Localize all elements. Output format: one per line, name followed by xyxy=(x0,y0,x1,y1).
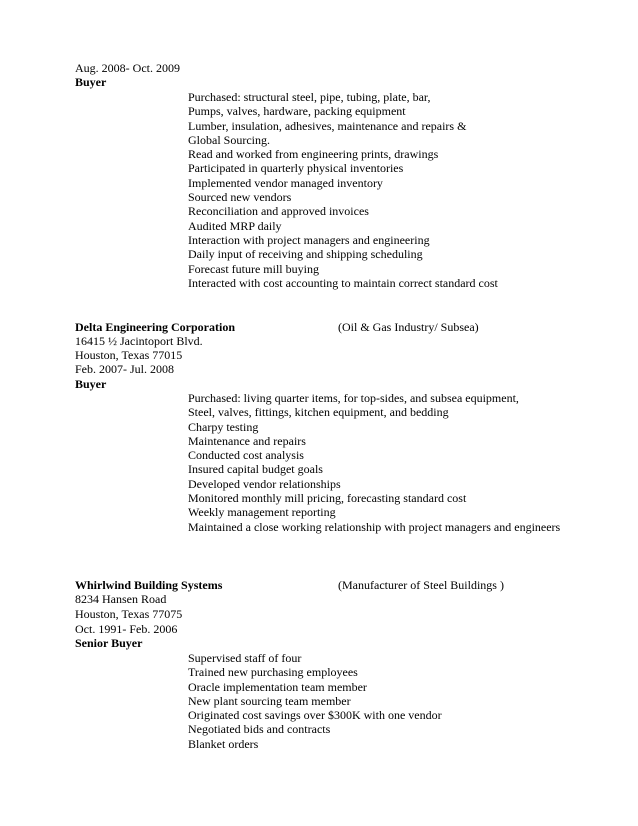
job2-duty: Conducted cost analysis xyxy=(188,448,304,463)
job2-dates: Feb. 2007- Jul. 2008 xyxy=(75,362,174,376)
job1-duty: Sourced new vendors xyxy=(188,190,292,205)
job1-dates: Aug. 2008- Oct. 2009 xyxy=(75,61,180,75)
job2-company: Delta Engineering Corporation xyxy=(75,320,235,334)
job3-duty: Negotiated bids and contracts xyxy=(188,722,331,737)
job1-duty: Lumber, insulation, adhesives, maintenance and repairs & xyxy=(188,118,467,133)
job3-duty: Oracle implementation team member xyxy=(188,679,367,694)
job1-duty: Participated in quarterly physical inventories xyxy=(188,161,404,176)
job2-duty: Steel, valves, fittings, kitchen equipment, and bedding xyxy=(188,405,449,420)
job3-industry: (Manufacturer of Steel Buildings ) xyxy=(338,578,504,592)
job1-duty: Reconciliation and approved invoices xyxy=(188,204,369,219)
job1-duty: Interacted with cost accounting to maintain correct standard cost xyxy=(188,275,498,290)
job1-duty: Global Sourcing. xyxy=(188,132,270,147)
job2-duty: Insured capital budget goals xyxy=(188,462,323,477)
job2-address-city: Houston, Texas 77015 xyxy=(75,348,183,362)
job2-duty: Charpy testing xyxy=(188,419,259,434)
job3-duty: Trained new purchasing employees xyxy=(188,665,358,680)
job2-duty: Developed vendor relationships xyxy=(188,476,341,491)
job2-address-street: 16415 ½ Jacintoport Blvd. xyxy=(75,334,203,348)
job1-duty: Daily input of receiving and shipping scheduling xyxy=(188,247,423,262)
job3-duty: Originated cost savings over $300K with one vendor xyxy=(188,708,442,723)
job1-duty-list xyxy=(188,90,498,290)
job2-duty: Maintenance and repairs xyxy=(188,433,306,448)
job2-industry: (Oil & Gas Industry/ Subsea) xyxy=(338,320,479,334)
job3-duty: Blanket orders xyxy=(188,736,259,751)
job1-duty: Interaction with project managers and engineering xyxy=(188,232,430,247)
job3-company: Whirlwind Building Systems xyxy=(75,578,223,592)
job2-duty: Purchased: living quarter items, for top-sides, and subsea equipment, xyxy=(188,391,519,405)
job3-dates: Oct. 1991- Feb. 2006 xyxy=(75,622,178,636)
job3-duty-list xyxy=(188,651,442,751)
job1-duty: Audited MRP daily xyxy=(188,218,282,233)
job1-duty: Read and worked from engineering prints, drawings xyxy=(188,147,439,162)
job2-duty: Maintained a close working relationship with project managers and engineers xyxy=(188,519,561,534)
job1-duty: Implemented vendor managed inventory xyxy=(188,175,383,190)
job3-title: Senior Buyer xyxy=(75,636,143,650)
job3-duty: Supervised staff of four xyxy=(188,651,302,665)
job1-title: Buyer xyxy=(75,75,107,89)
job2-title: Buyer xyxy=(75,377,107,391)
job3-duty: New plant sourcing team member xyxy=(188,693,351,708)
job3-address-street: 8234 Hansen Road xyxy=(75,592,167,606)
job2-duty: Weekly management reporting xyxy=(188,505,336,520)
job1-duty: Purchased: structural steel, pipe, tubing, plate, bar, xyxy=(188,90,431,104)
job3-address-city: Houston, Texas 77075 xyxy=(75,607,183,621)
job2-duty-list xyxy=(188,391,560,534)
job2-duty: Monitored monthly mill pricing, forecasting standard cost xyxy=(188,491,467,506)
job1-duty: Pumps, valves, hardware, packing equipment xyxy=(188,104,406,119)
job1-duty: Forecast future mill buying xyxy=(188,261,319,276)
